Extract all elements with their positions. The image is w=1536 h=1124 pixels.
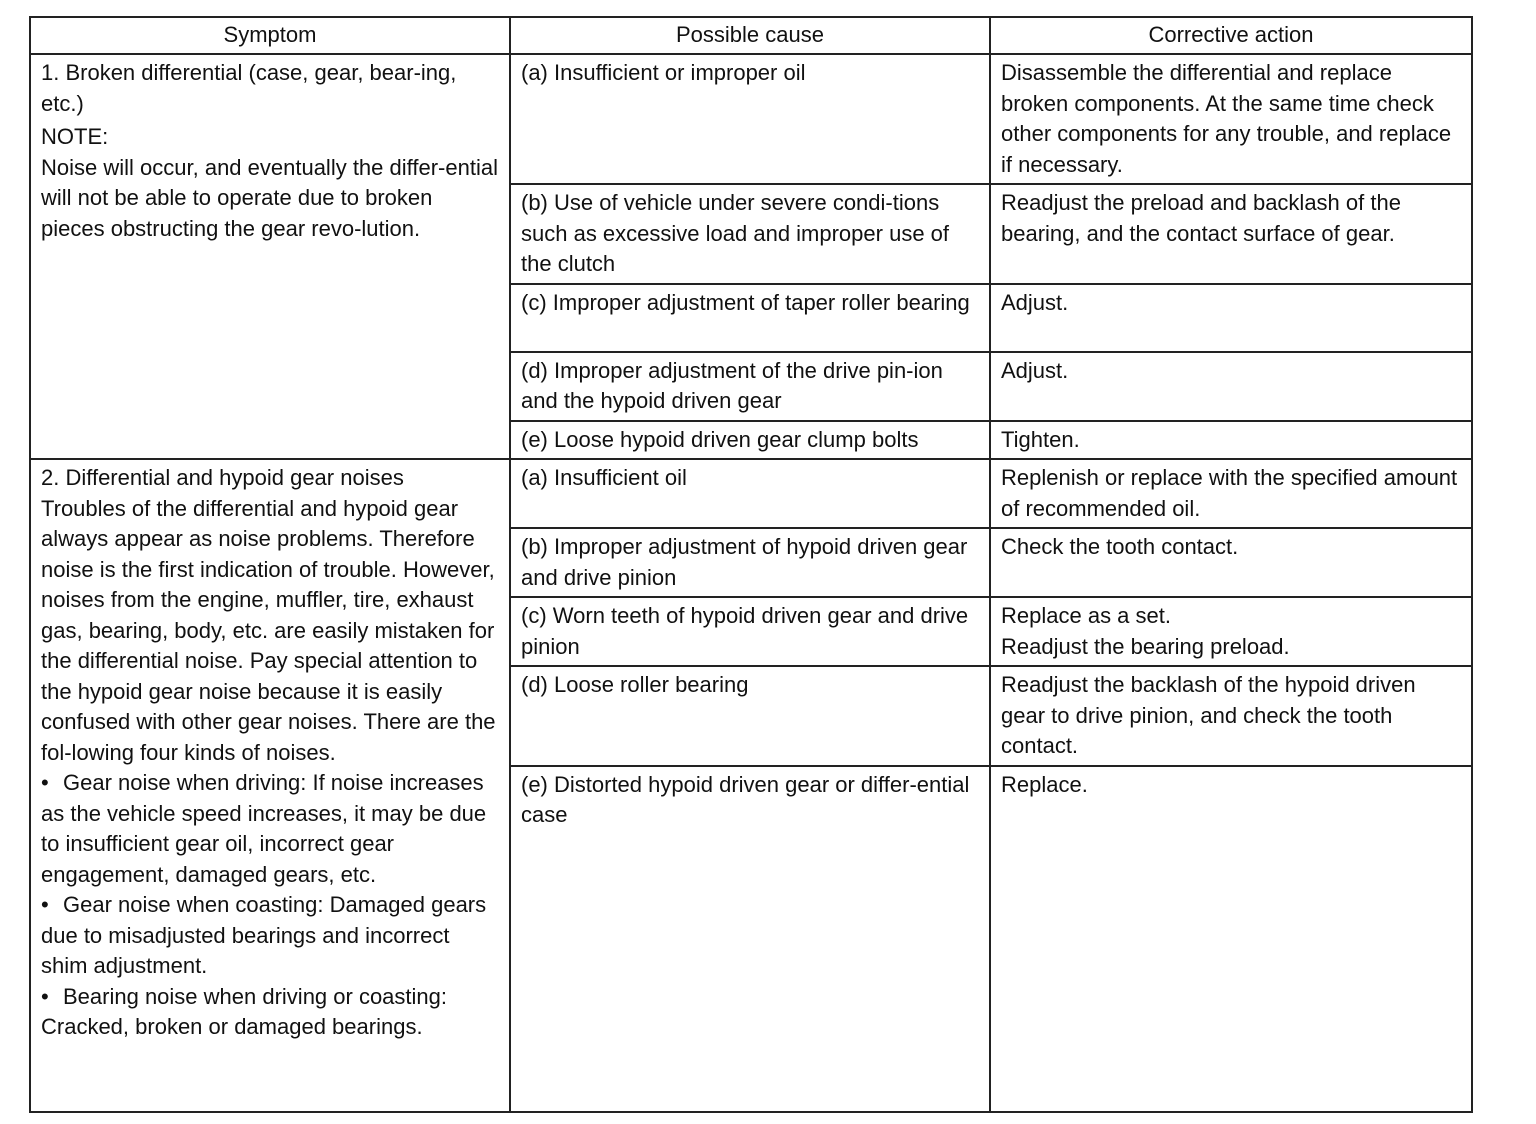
action-cell: Adjust. — [990, 284, 1472, 352]
bullet-text: Gear noise when coasting: Damaged gears due to misadjusted bearings and incorrect shim adjustment. — [41, 892, 487, 978]
list-item — [41, 890, 499, 982]
list-item — [41, 768, 499, 890]
cause-cell: (c) Worn teeth of hypoid driven gear and drive pinion — [510, 597, 990, 666]
cause-cell: (e) Distorted hypoid driven gear or differ-ential case — [510, 766, 990, 1112]
bullet-text: Bearing noise when driving or coasting: Cracked, broken or damaged bearings. — [41, 983, 448, 1039]
symptom-title: 1. Broken differential (case, gear, bear-ing, etc.) — [41, 60, 457, 116]
header-corrective-action: Corrective action — [990, 17, 1472, 54]
cause-cell: (c) Improper adjustment of taper roller bearing — [510, 284, 990, 352]
bullet-marker: • — [41, 770, 49, 795]
action-cell: Disassemble the differential and replace broken components. At the same time check other components for any trouble, and replace if necessary. — [990, 54, 1472, 184]
action-cell: Tighten. — [990, 421, 1472, 460]
symptom-cell-broken-differential — [30, 54, 510, 459]
note-label: NOTE: — [41, 124, 109, 149]
header-possible-cause: Possible cause — [510, 17, 990, 54]
list-item — [41, 982, 499, 1043]
note-text: Noise will occur, and eventually the differ-ential will not be able to operate due to broken pieces obstructing the gear revo-lution. — [41, 154, 498, 241]
bullet-marker: • — [41, 892, 49, 917]
symptom-cell-gear-noises — [30, 459, 510, 1112]
cause-cell: (a) Insufficient or improper oil — [510, 54, 990, 184]
cause-cell: (d) Improper adjustment of the drive pin-ion and the hypoid driven gear — [510, 352, 990, 421]
header-row — [30, 17, 1472, 54]
action-line: Readjust the bearing preload. — [1001, 633, 1290, 659]
troubleshooting-table — [29, 16, 1473, 1113]
cause-cell: (e) Loose hypoid driven gear clump bolts — [510, 421, 990, 460]
action-cell: Check the tooth contact. — [990, 528, 1472, 597]
cause-cell: (d) Loose roller bearing — [510, 666, 990, 766]
cause-cell: (b) Improper adjustment of hypoid driven gear and drive pinion — [510, 528, 990, 597]
action-cell: Replace. — [990, 766, 1472, 1112]
action-cell: Readjust the preload and backlash of the bearing, and the contact surface of gear. — [990, 184, 1472, 284]
action-cell: Adjust. — [990, 352, 1472, 421]
cause-cell: (a) Insufficient oil — [510, 459, 990, 528]
symptom-description: Troubles of the differential and hypoid gear always appear as noise problems. Therefore noise is the first indication of trouble. However, noises from the engine, muffler, tire, exhaust gas, bearing, body, etc. are easily mistaken for the differential noise. Pay special attention to the hypoid gear noise because it is easily confused with other gear noises. There are the fol-lowing four kinds of noises. — [41, 495, 496, 765]
table-row — [30, 54, 1472, 184]
action-cell: Replenish or replace with the specified amount of recommended oil. — [990, 459, 1472, 528]
bullet-text: Gear noise when driving: If noise increases as the vehicle speed increases, it may be due to insufficient gear oil, incorrect gear engagement, damaged gears, etc. — [41, 770, 487, 887]
action-cell: Readjust the backlash of the hypoid driven gear to drive pinion, and check the tooth contact. — [990, 666, 1472, 766]
header-symptom: Symptom — [30, 17, 510, 54]
symptom-title: 2. Differential and hypoid gear noises — [41, 465, 404, 490]
table-row — [30, 459, 1472, 528]
action-line: Replace as a set. — [1001, 603, 1171, 628]
bullet-marker: • — [41, 983, 49, 1009]
action-cell — [990, 597, 1472, 666]
cause-cell: (b) Use of vehicle under severe condi-tions such as excessive load and improper use of the clutch — [510, 184, 990, 284]
